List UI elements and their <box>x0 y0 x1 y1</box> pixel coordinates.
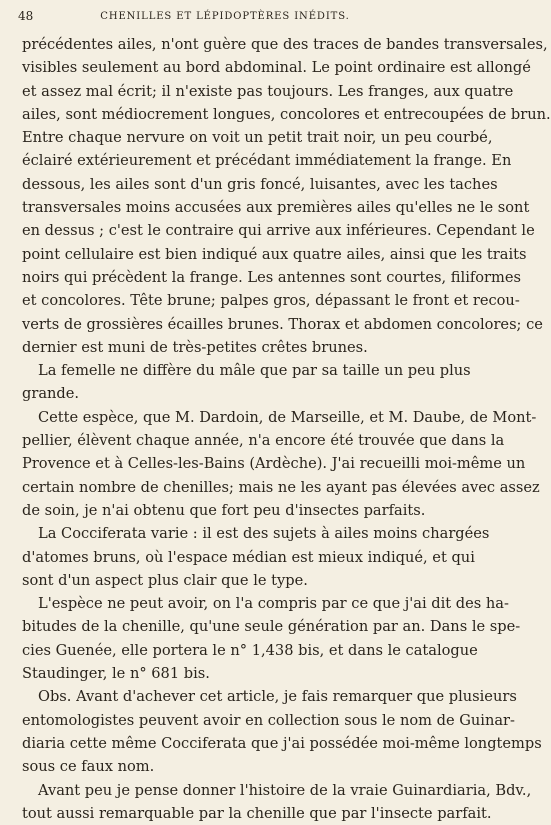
text-line: Avant peu je pense donner l'histoire de la vraie Guinardiaria, Bdv., <box>38 781 532 799</box>
running-title: CHENILLES ET LÉPIDOPTÈRES INÉDITS. <box>100 11 350 22</box>
text-line: noirs qui précèdent la frange. Les antennes sont courtes, filiformes <box>22 268 521 286</box>
text-line: Entre chaque nervure on voit un petit trait noir, un peu courbé, <box>22 129 493 147</box>
page-header <box>18 9 432 23</box>
text-line: verts de grossières écailles brunes. Thorax et abdomen concolores; ce <box>22 315 543 333</box>
text-line: ailes, sont médiocrement longues, concolores et entrecoupées de brun. <box>22 105 551 123</box>
page-number: 48 <box>18 9 34 23</box>
text-line: précédentes ailes, n'ont guère que des traces de bandes transversales, <box>22 36 548 53</box>
text-line: point cellulaire est bien indiqué aux quatre ailes, ainsi que les traits <box>22 245 527 263</box>
text-line: diaria cette même Cocciferata que j'ai possédée moi-même longtemps <box>22 734 542 752</box>
text-line: dernier est muni de très-petites crêtes brunes. <box>22 338 368 356</box>
text-line: certain nombre de chenilles; mais ne les ayant pas élevées avec assez <box>22 478 540 496</box>
text-line: éclairé extérieurement et précédant immédiatement la frange. En <box>22 152 512 170</box>
text-line: bitudes de la chenille, qu'une seule génération par an. Dans le spe- <box>22 618 521 636</box>
text-line: d'atomes bruns, où l'espace médian est mieux indiqué, et qui <box>22 548 475 566</box>
text-line: dessous, les ailes sont d'un gris foncé, luisantes, avec les taches <box>22 175 498 193</box>
text-line: et assez mal écrit; il n'existe pas toujours. Les franges, aux quatre <box>22 82 514 100</box>
text-line: Cette espèce, que M. Dardoin, de Marseille, et M. Daube, de Mont- <box>38 408 537 426</box>
text-line: sont d'un aspect plus clair que le type. <box>22 571 308 589</box>
text-line: sous ce faux nom. <box>22 758 155 776</box>
text-line: L'espèce ne peut avoir, on l'a compris par ce que j'ai dit des ha- <box>38 595 509 613</box>
text-line: pellier, élèvent chaque année, n'a encore été trouvée que dans la <box>22 432 505 450</box>
text-line: Obs. Avant d'achever cet article, je fais remarquer que plusieurs <box>38 688 517 706</box>
text-line: de soin, je n'ai obtenu que fort peu d'insectes parfaits. <box>22 501 426 519</box>
text-line: La femelle ne diffère du mâle que par sa taille un peu plus <box>38 362 471 380</box>
text-line: grande. <box>22 385 80 403</box>
text-line: transversales moins accusées aux premières ailes qu'elles ne le sont <box>22 199 530 217</box>
text-line: en dessus ; c'est le contraire qui arrive aux inférieures. Cependant le <box>22 222 535 240</box>
text-line: entomologistes peuvent avoir en collection sous le nom de Guinar- <box>22 711 515 729</box>
text-line: et concolores. Tête brune; palpes gros, dépassant le front et recou- <box>22 292 520 310</box>
text-line: Staudinger, le n° 681 bis. <box>22 665 210 683</box>
body-text <box>22 33 551 825</box>
text-line: visibles seulement au bord abdominal. Le point ordinaire est allongé <box>22 59 531 77</box>
text-line: tout aussi remarquable par la chenille que par l'insecte parfait. <box>22 804 492 822</box>
text-line: cies Guenée, elle portera le n° 1,438 bis, et dans le catalogue <box>22 641 478 659</box>
text-line: La Cocciferata varie : il est des sujets à ailes moins chargées <box>38 525 490 543</box>
text-line: Provence et à Celles-les-Bains (Ardèche). J'ai recueilli moi-même un <box>22 455 526 473</box>
